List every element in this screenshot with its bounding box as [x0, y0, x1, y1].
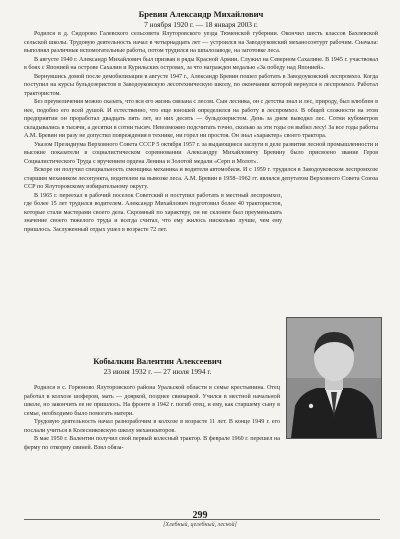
paragraph: Родился в с. Горюново Ялуторовского района Уральской области в семье крестьянина. Отец работал в колхозе шофером, мать — дояркой, позднее свинаркой. Учился в местной начальной школе, но закончить ее не пришлось. На фронте в 1942 г. погиб отец, и ему, как старшему сыну в семье, необходимо было помогать матери. — [24, 385, 280, 417]
bio-dates: 7 ноября 1920 г. — 18 января 2003 г. — [144, 19, 258, 29]
bio-name: Бревин Александр Михайлович — [138, 9, 264, 19]
paragraph: В августе 1940 г. Александр Михайлович был призван в ряды Красной Армии. Служил на Северном Сахалине. В 1945 г. участвовал в боях с Японией на острове Сахалин и Курильских островах, за что награжден медалью «За победу над Японией». — [24, 56, 378, 71]
paragraph: Трудовую деятельность начал разнорабочим в колхозе в возрасте 11 лет. В конце 1949 г. его послали учиться в Колесниковскую школу механизаторов. — [24, 419, 280, 434]
paragraph: В мае 1950 г. Валентин получил свой первый колесный трактор. В феврале 1960 г. перешел на ферму по откорму свиней. Взял обяза- — [24, 436, 280, 451]
bio-kobylkin-text — [24, 384, 380, 452]
paragraph: Указом Президиума Верховного Совета СССР 5 октября 1957 г. за выдающиеся заслуги в деле развития лесной промышленности и высокие показатели в социалистическом соревновании Александру Михайловичу Бревину было присвоено звание Героя Социалистического Труда с вручением ордена Ленина и Золотой медали «Серп и Молот». — [24, 141, 378, 165]
bio-dates: 23 июня 1932 г. — 27 июля 1994 г. — [103, 366, 212, 376]
bio-brevin — [24, 10, 378, 234]
paragraph: Вернувшись домой после демобилизации в августе 1947 г., Александр Бревин пошел работать в Заводоуковский леспромхоз. Когда поступил на курсы бульдозеристов в Заводоуковскую лесотехническую школу, по окончании которой вернулся в леспромхоз. Работал трактористом. — [24, 73, 378, 97]
bio-kobylkin-header — [30, 357, 285, 377]
paragraph: Вскоре он получил специальность сменщика механика и водителя автомобиля. И с 1959 г. трудился в Заводоуковском леспромхозе старшим механиком лесопункта, водителем на вывозке леса. А.М. Бревин в 1958–1962 гг. являлся депутатом Верховного Совета Союза ССР по Ялуторовскому избирательному округу. — [24, 167, 378, 190]
paragraph: Без преувеличения можно сказать, что вся его жизнь связана с лесом. Сын лесника, он с детства знал и лес, природу, был влюблен в нее, подобно его всей душой. И естественно, что еще юношей определился на работу в леспромхоз. В общей сложности на этом предприятии он проработал двадцать пять лет, из них десять — бульдозеристом. День за днем выводил лес. Сотни кубометров складывались в тысячи, а десятки в сотни тысяч. Невозможно подсчитать точно, сколько за эти годы он выбил лесу! За все годы работы А.М. Бревин ни разу не допустил повреждения в технике, ни горел ни простоя. Он знал «характер» своего трактора. — [24, 99, 378, 139]
book-title: [Хлебный, целебный, лесной] — [163, 522, 237, 528]
footer-rule — [24, 519, 380, 520]
paragraph: В 1965 г. переехал в рабочий поселок Советский и поступил работать в местный леспромхоз, где более 15 лет трудился водителем. Александр Михайлович подготовил более 40 трактористов, которые стали мастерами своего дела. Скромный по характеру, он не склонен был преуменьшать значение своего тяжелого труда и всегда считал, что ему жилось нисколько лучше, чем ему пришлось. Заслуженный отдых ушел в возрасте 72 лет. — [24, 192, 282, 233]
bio-name: Кобылкин Валентин Алексеевич — [93, 356, 222, 366]
page-number: 299 — [192, 510, 208, 521]
paragraph: Родился в д. Сидорово Галевского сельсовета Ялуторовского уезда Тюменской губернии. Окончил шесть классов Бахлевской сельской школы. Трудовую деятельность начал в четырнадцать лет — устроился на Заводоуковский механосонтурт рабочим. Сначала: выполнял различные вспомогательные работы, потом трудился на шпалозаводе, на заготовке леса. — [24, 31, 378, 54]
